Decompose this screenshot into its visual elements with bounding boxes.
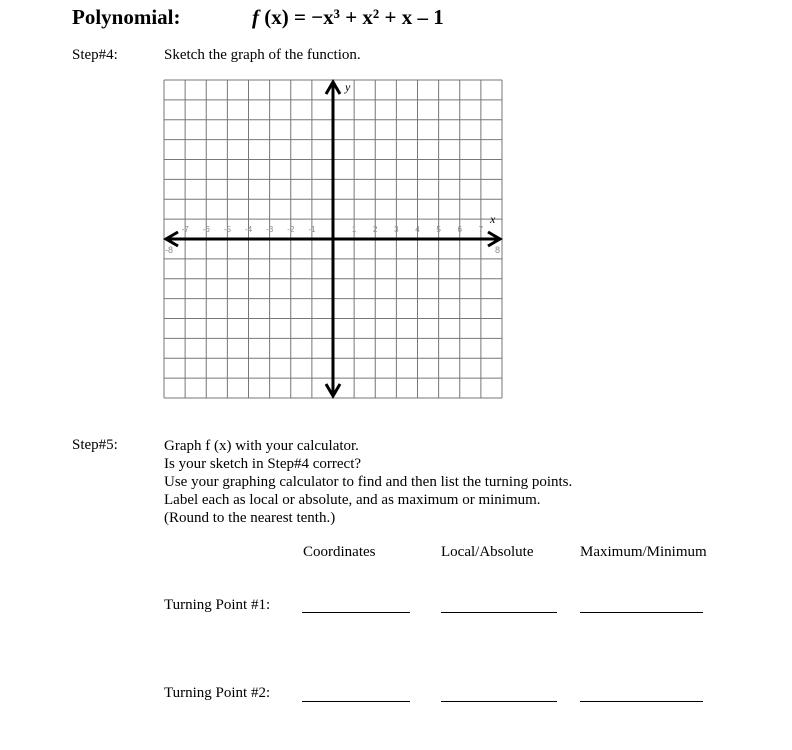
tp1-max-min-blank[interactable] — [580, 611, 703, 613]
x-axis-label: x — [490, 212, 496, 226]
x-tick-label: -5 — [223, 225, 231, 234]
tp2-local-absolute-blank[interactable] — [441, 700, 557, 702]
turning-point-1-label: Turning Point #1: — [164, 597, 271, 613]
x-tick-label: 5 — [436, 225, 441, 234]
x-tick-label: 3 — [394, 225, 399, 234]
tp2-max-min-blank[interactable] — [580, 700, 703, 702]
header-max-min: Maximum/Minimum — [580, 544, 707, 560]
x-tick-label: -4 — [244, 225, 253, 234]
step5-label: Step#5: — [72, 437, 118, 453]
x-tick-label: 2 — [373, 225, 378, 234]
turning-point-2-label: Turning Point #2: — [164, 685, 271, 701]
tp1-coordinates-blank[interactable] — [302, 611, 410, 613]
instruction-line: Graph f (x) with your calculator. — [164, 438, 359, 454]
x-tick-label: -3 — [266, 225, 274, 234]
instruction-line: Label each as local or absolute, and as maximum or minimum. — [164, 492, 541, 508]
instruction-line: Use your graphing calculator to find and then list the turning points. — [164, 474, 573, 490]
step4-label: Step#4: — [72, 47, 118, 63]
x-tick-label: -6 — [202, 225, 210, 234]
x-tick-label: 4 — [415, 225, 420, 234]
page-title: Polynomial: — [72, 5, 181, 29]
coordinate-grid[interactable] — [160, 76, 510, 404]
y-axis-label: y — [345, 80, 351, 94]
header-local-absolute: Local/Absolute — [441, 544, 534, 560]
instruction-line: (Round to the nearest tenth.) — [164, 510, 336, 526]
step5-instructions — [164, 437, 572, 527]
tp2-coordinates-blank[interactable] — [302, 700, 410, 702]
x-tick-label: -2 — [287, 225, 295, 234]
header-coordinates: Coordinates — [303, 544, 376, 560]
x-min-label: -8 — [165, 245, 174, 255]
x-tick-label: 1 — [351, 225, 357, 234]
step4-text: Sketch the graph of the function. — [164, 47, 361, 63]
x-max-label: 8 — [494, 245, 500, 255]
x-tick-label: -7 — [181, 225, 189, 234]
function-formula — [252, 5, 444, 30]
formula-rest: (x) = −x³ + x² + x – 1 — [259, 5, 444, 29]
x-tick-label: 6 — [457, 225, 462, 234]
x-tick-label: 7 — [478, 225, 484, 234]
instruction-line: Is your sketch in Step#4 correct? — [164, 456, 362, 472]
formula-f: f — [252, 5, 259, 29]
tp1-local-absolute-blank[interactable] — [441, 611, 557, 613]
x-tick-label: -1 — [308, 225, 316, 234]
